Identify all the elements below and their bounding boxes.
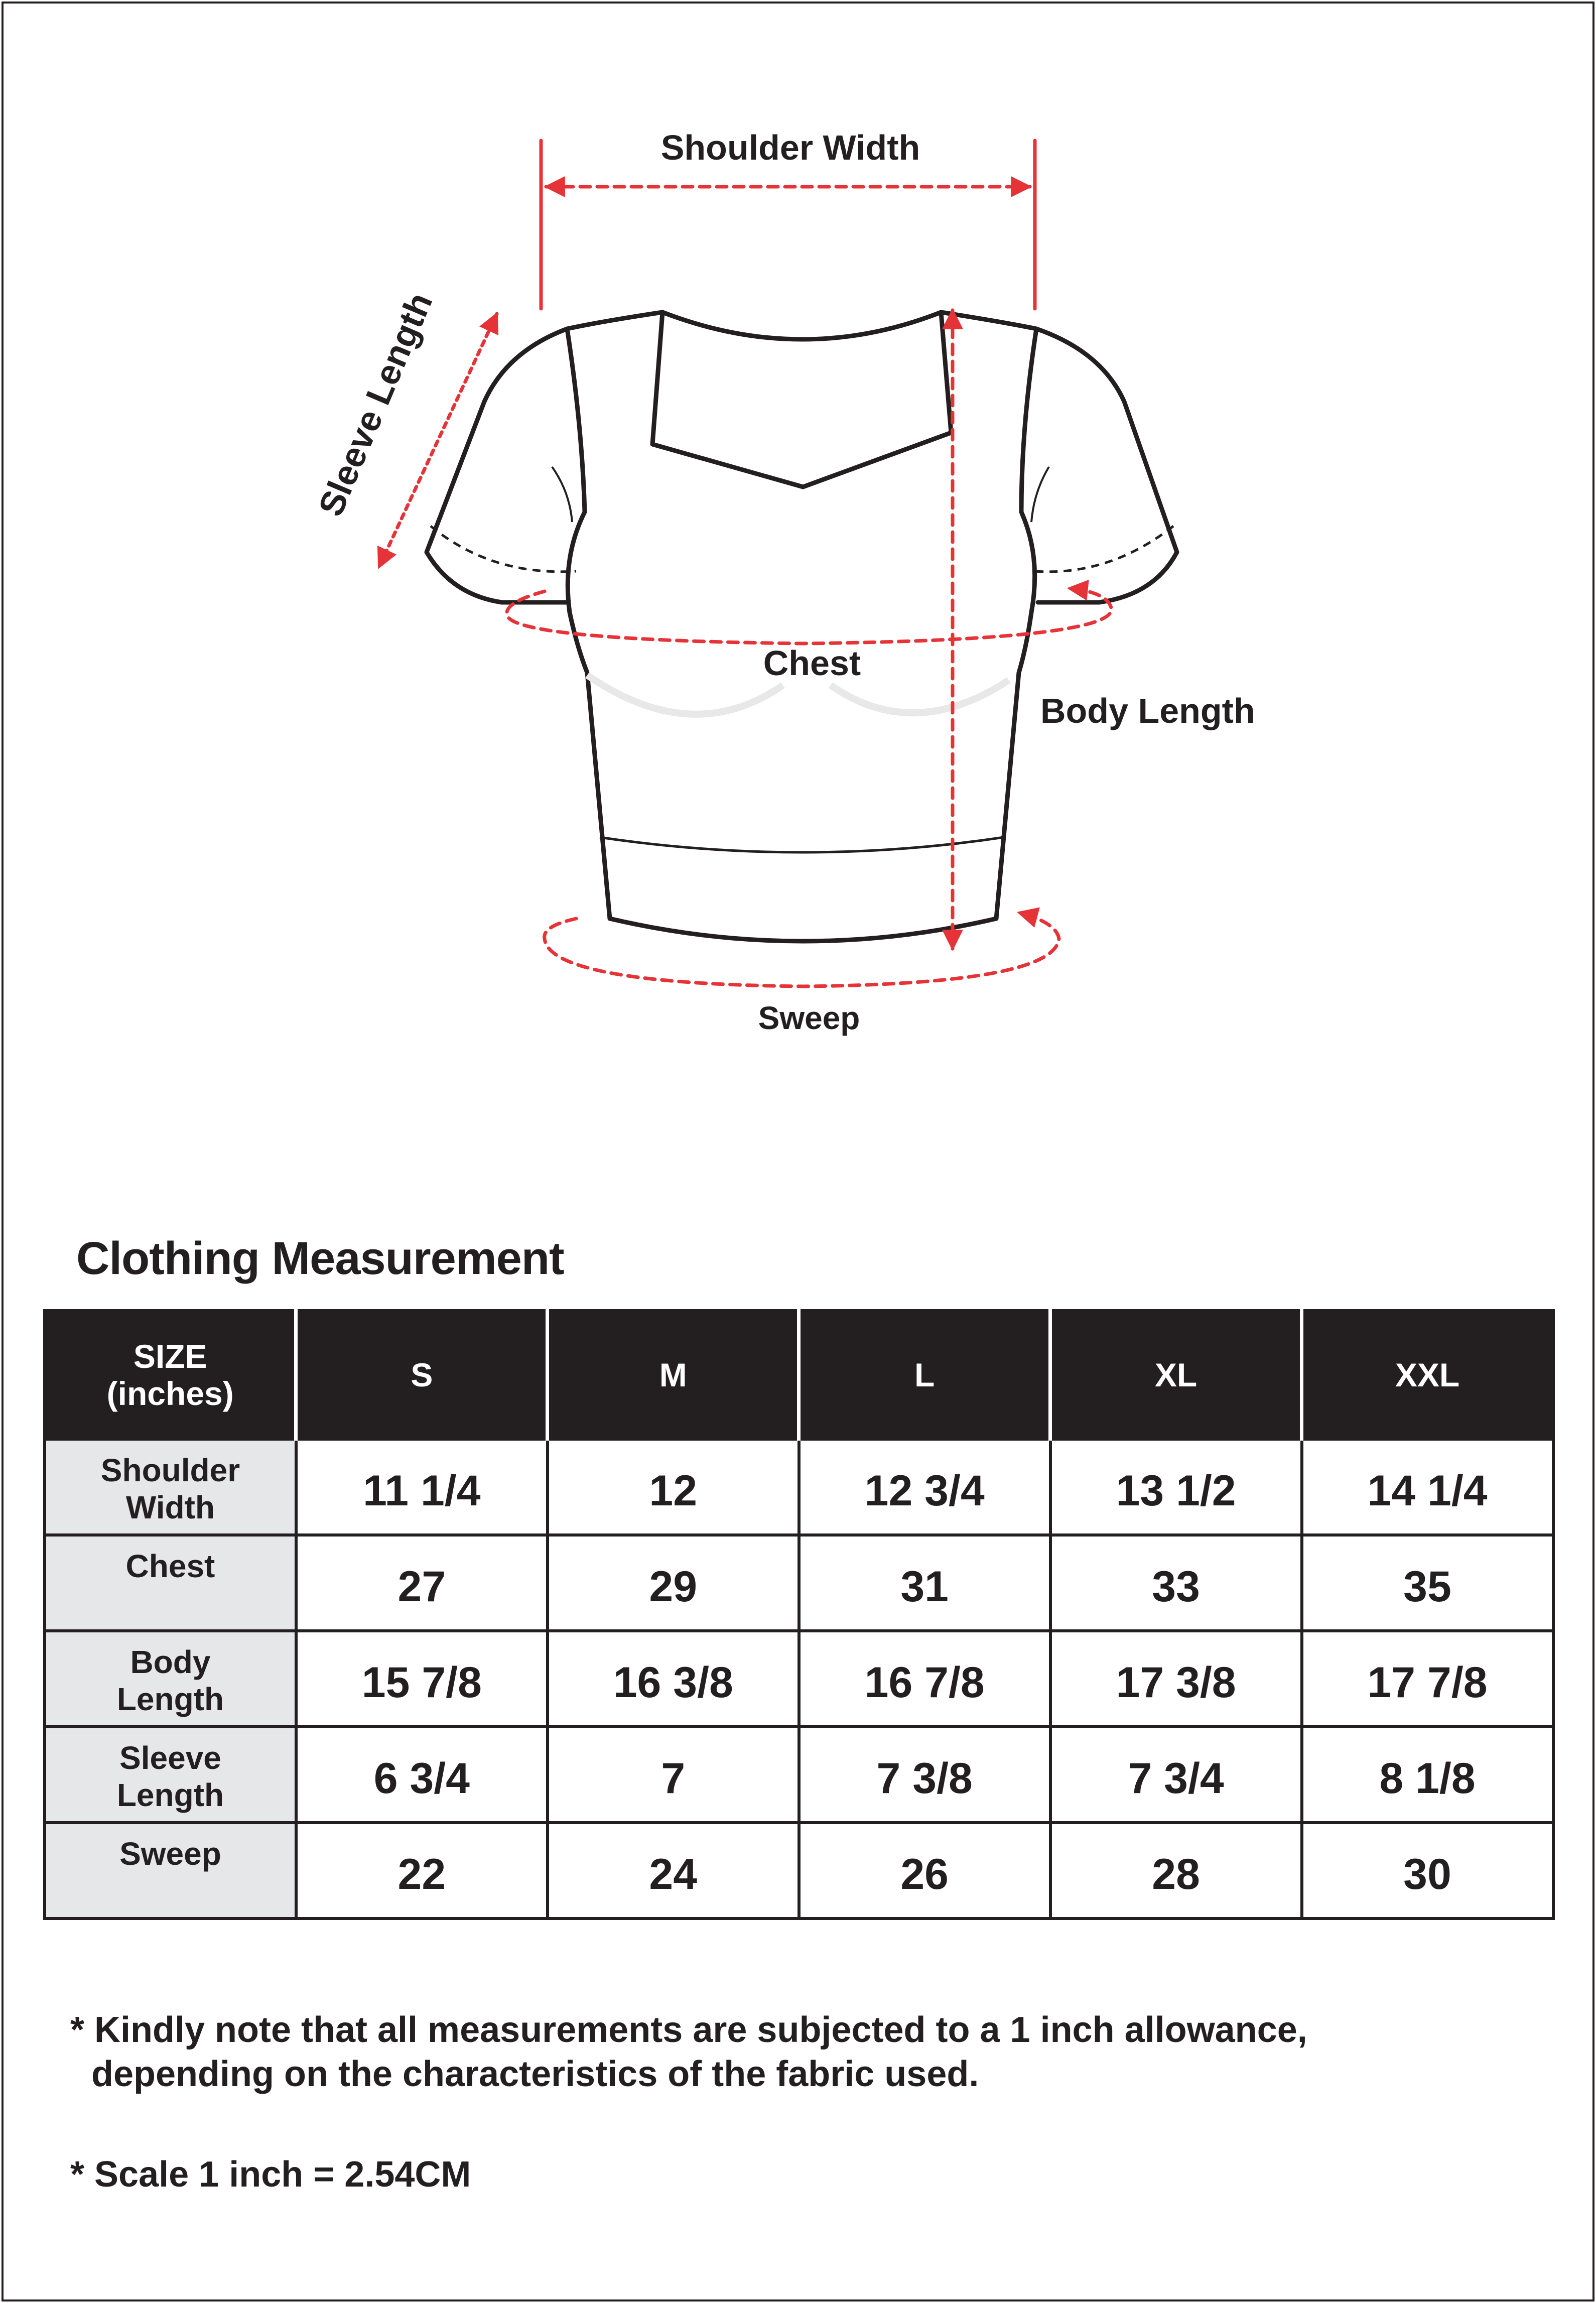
- blouse-outline: [427, 312, 1177, 941]
- chest-ellipse: [507, 588, 1112, 644]
- size-header-xxl: XXL: [1302, 1311, 1553, 1439]
- table-cell: 35: [1302, 1535, 1553, 1631]
- table-cell: 7: [548, 1727, 799, 1823]
- size-header-line2: (inches): [106, 1375, 234, 1412]
- row-label-line1: Sweep: [119, 1836, 221, 1872]
- row-label-sweep: [45, 1823, 296, 1918]
- sleeve-length-label: Sleeve Length: [311, 287, 440, 522]
- table-cell: 8 1/8: [1302, 1727, 1553, 1823]
- row-label-chest: [45, 1535, 296, 1631]
- row-label-line1: Sleeve: [119, 1740, 221, 1776]
- table-cell: 6 3/4: [296, 1727, 548, 1823]
- size-header-s: S: [296, 1311, 548, 1439]
- table-cell: 17 3/8: [1050, 1631, 1302, 1727]
- row-label-line1: Chest: [125, 1548, 215, 1584]
- table-cell: 28: [1050, 1823, 1302, 1918]
- row-label-body-length: [45, 1631, 296, 1727]
- sweep-label: Sweep: [758, 1000, 860, 1036]
- row-label-sleeve-length: [45, 1727, 296, 1823]
- table-cell: 16 3/8: [548, 1631, 799, 1727]
- chest-label: Chest: [763, 644, 861, 683]
- table-cell: 31: [799, 1535, 1050, 1631]
- shoulder-width-label: Shoulder Width: [660, 128, 920, 167]
- table-cell: 27: [296, 1535, 548, 1631]
- table-row: [45, 1727, 1553, 1823]
- size-header-m: M: [548, 1311, 799, 1439]
- size-header-l: L: [799, 1311, 1050, 1439]
- allowance-note-line1: * Kindly note that all measurements are subjected to a 1 inch allowance,: [70, 2010, 1307, 2050]
- table-cell: 16 7/8: [799, 1631, 1050, 1727]
- table-cell: 30: [1302, 1823, 1553, 1918]
- row-label-line2: Length: [116, 1777, 224, 1813]
- size-header-xl: XL: [1050, 1311, 1302, 1439]
- table-cell: 22: [296, 1823, 548, 1918]
- scale-note: * Scale 1 inch = 2.54CM: [70, 2154, 471, 2195]
- table-row: [45, 1439, 1553, 1535]
- table-cell: 12: [548, 1439, 799, 1535]
- table-cell: 24: [548, 1823, 799, 1918]
- table-cell: 17 7/8: [1302, 1631, 1553, 1727]
- table-cell: 29: [548, 1535, 799, 1631]
- table-cell: 26: [799, 1823, 1050, 1918]
- table-header-row: [45, 1311, 1553, 1439]
- size-chart-table: [43, 1309, 1555, 1920]
- table-cell: 7 3/8: [799, 1727, 1050, 1823]
- table-cell: 11 1/4: [296, 1439, 548, 1535]
- blouse-measurement-diagram: [0, 0, 1596, 1104]
- table-row: [45, 1823, 1553, 1918]
- size-unit-header: [45, 1311, 296, 1439]
- table-cell: 15 7/8: [296, 1631, 548, 1727]
- row-label-line1: Body: [130, 1644, 211, 1680]
- table-cell: 12 3/4: [799, 1439, 1050, 1535]
- row-label-line1: Shoulder: [100, 1452, 240, 1488]
- table-cell: 13 1/2: [1050, 1439, 1302, 1535]
- table-cell: 14 1/4: [1302, 1439, 1553, 1535]
- body-length-label: Body Length: [1040, 691, 1255, 730]
- table-cell: 33: [1050, 1535, 1302, 1631]
- row-label-shoulder-width: [45, 1439, 296, 1535]
- row-label-line2: Width: [125, 1489, 215, 1525]
- section-title: Clothing Measurement: [76, 1233, 564, 1284]
- table-row: [45, 1631, 1553, 1727]
- table-cell: 7 3/4: [1050, 1727, 1302, 1823]
- row-label-line2: Length: [116, 1681, 224, 1717]
- allowance-note-line2: depending on the characteristics of the fabric used.: [91, 2054, 979, 2094]
- size-header-line1: SIZE: [133, 1338, 207, 1375]
- table-row: [45, 1535, 1553, 1631]
